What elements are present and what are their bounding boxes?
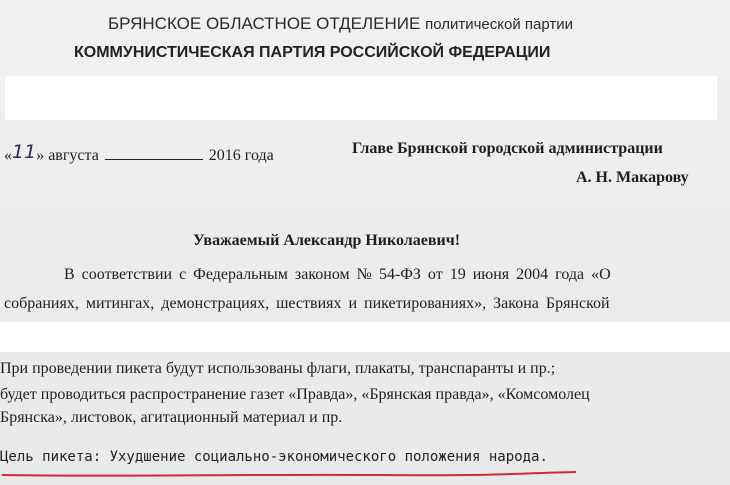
newspapers-line-1: будет проводиться распространение газет «Правда», «Брянская правда», «Комсомолец bbox=[0, 386, 590, 403]
picket-goal: Цель пикета: Ухудшение социально-экономического положения народа. bbox=[0, 449, 548, 465]
date-blank-line bbox=[105, 145, 203, 160]
recipient-name: А. Н. Макарову bbox=[576, 169, 689, 186]
flags-line: При проведении пикета будут использованы флаги, плакаты, транспаранты и пр.; bbox=[0, 360, 556, 377]
redaction-block-middle bbox=[0, 322, 730, 352]
red-underline-annotation bbox=[0, 470, 580, 480]
date-month: августа bbox=[48, 147, 99, 164]
date-day-handwritten: 11 bbox=[12, 141, 37, 163]
paragraph-line-1: В соответствии с Федеральным законом № 54-ФЗ от 19 июня 2004 года «О bbox=[64, 266, 611, 283]
party-name: КОММУНИСТИЧЕСКАЯ ПАРТИЯ РОССИЙСКОЙ ФЕДЕРАЦИИ bbox=[74, 44, 551, 61]
org-name-small: политической партии bbox=[425, 16, 573, 33]
date-close-quote: » bbox=[36, 147, 45, 164]
org-name-caps: БРЯНСКОЕ ОБЛАСТНОЕ ОТДЕЛЕНИЕ bbox=[108, 14, 421, 33]
date-open-quote: « bbox=[4, 147, 12, 164]
greeting: Уважаемый Александр Николаевич! bbox=[193, 232, 461, 249]
org-header-line bbox=[108, 14, 573, 34]
red-underline-stroke bbox=[2, 472, 576, 476]
date-year: 2016 года bbox=[208, 147, 274, 164]
redaction-block-top bbox=[5, 76, 717, 120]
newspapers-line-2: Брянска», листовок, агитационный материал и пр. bbox=[0, 409, 343, 426]
document-date bbox=[4, 143, 274, 165]
paragraph-line-2: собраниях, митингах, демонстрациях, шествиях и пикетированиях», Закона Брянской bbox=[4, 295, 610, 312]
recipient-title: Главе Брянской городской администрации bbox=[352, 140, 663, 157]
